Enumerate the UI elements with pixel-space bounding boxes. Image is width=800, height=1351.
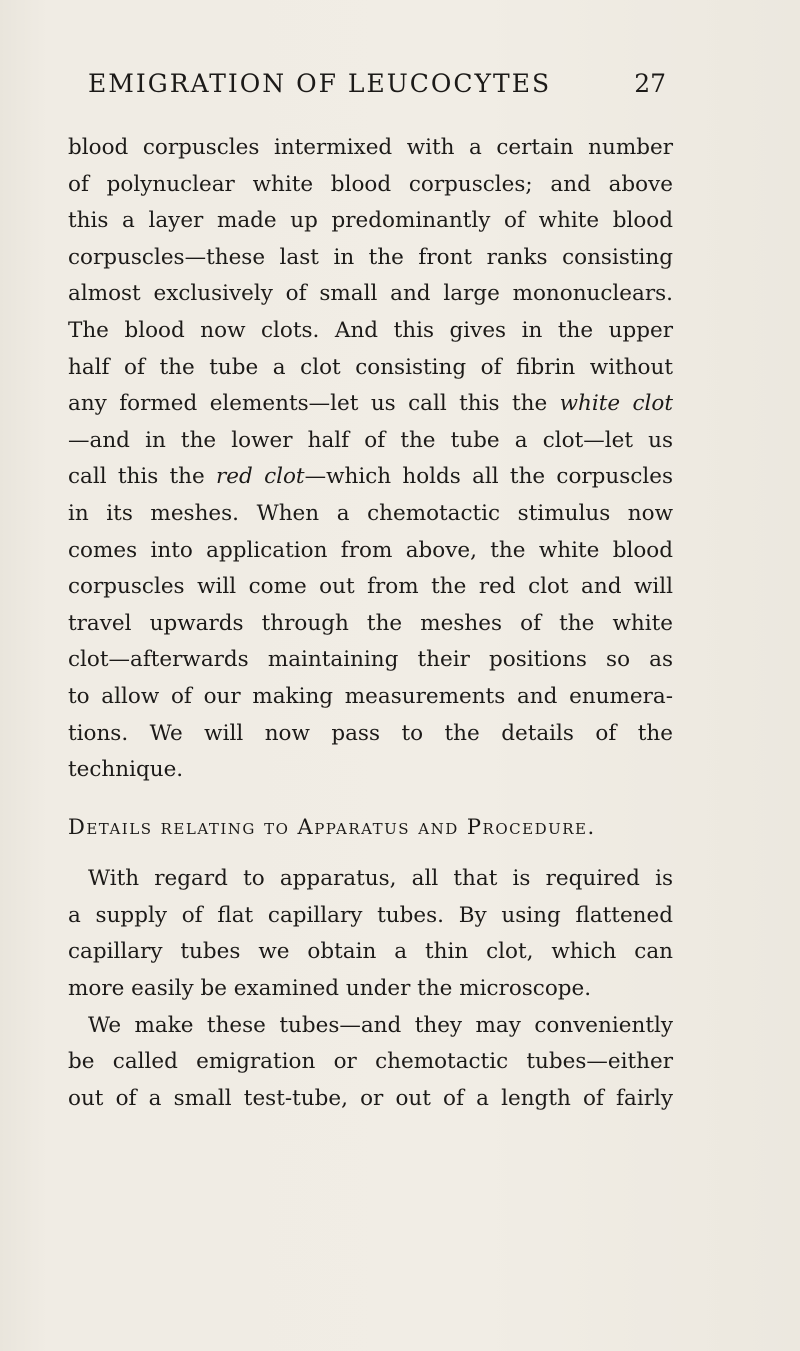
text-line: more easily be examined under the microscope. [68,976,592,1002]
text-span: any formed elements—let us call this the [68,391,560,417]
running-head [68,66,666,106]
text-line: to allow of our making measurements and enumera- [68,683,673,709]
text-line: half of the tube a clot consisting of fibrin without [68,354,673,380]
text-line [68,459,673,496]
text-line: this a layer made up predominantly of white blood [68,208,673,234]
text-span: call this the [68,464,217,490]
text-line: travel upwards through the meshes of the white [68,610,673,636]
italic-term-white-clot: white clot [559,391,674,417]
text-line: With regard to apparatus, all that is required is [88,866,673,892]
paragraph-1 [68,130,673,789]
text-line: capillary tubes we obtain a thin clot, which can [68,939,673,965]
paragraph-2 [68,861,673,1007]
body-text [68,130,673,1117]
text-line: a supply of flat capillary tubes. By using flattened [68,902,673,928]
text-line [68,386,673,423]
text-line: comes into application from above, the white blood [68,537,673,563]
text-line: of polynuclear white blood corpuscles; and above [68,171,673,197]
italic-term-red-clot: red clot [216,464,305,490]
section-heading: Details relating to Apparatus and Procedure. [68,814,596,839]
page-number: 27 [634,69,666,98]
text-line: be called emigration or chemotactic tubes—either [68,1049,673,1075]
text-line: tions. We will now pass to the details of the [68,720,673,746]
text-line: blood corpuscles intermixed with a certain number [68,135,673,160]
text-line: corpuscles—these last in the front ranks consisting [68,244,673,270]
text-line: clot—afterwards maintaining their positions so as [68,647,673,673]
text-line: The blood now clots. And this gives in the upper [68,317,673,343]
text-line: out of a small test-tube, or out of a length of fairly [68,1085,673,1111]
text-line: technique. [68,757,184,783]
text-line: We make these tubes—and they may conveniently [88,1012,673,1038]
text-line: in its meshes. When a chemotactic stimulus now [68,500,673,526]
text-line: corpuscles will come out from the red clot and will [68,574,673,600]
running-head-title: EMIGRATION OF LEUCOCYTES [88,69,552,98]
text-line: almost exclusively of small and large mononuclears. [68,281,673,307]
paragraph-3 [68,1008,673,1118]
text-span: —which holds all the corpuscles [304,464,673,490]
text-line: —and in the lower half of the tube a clot—let us [68,427,673,453]
